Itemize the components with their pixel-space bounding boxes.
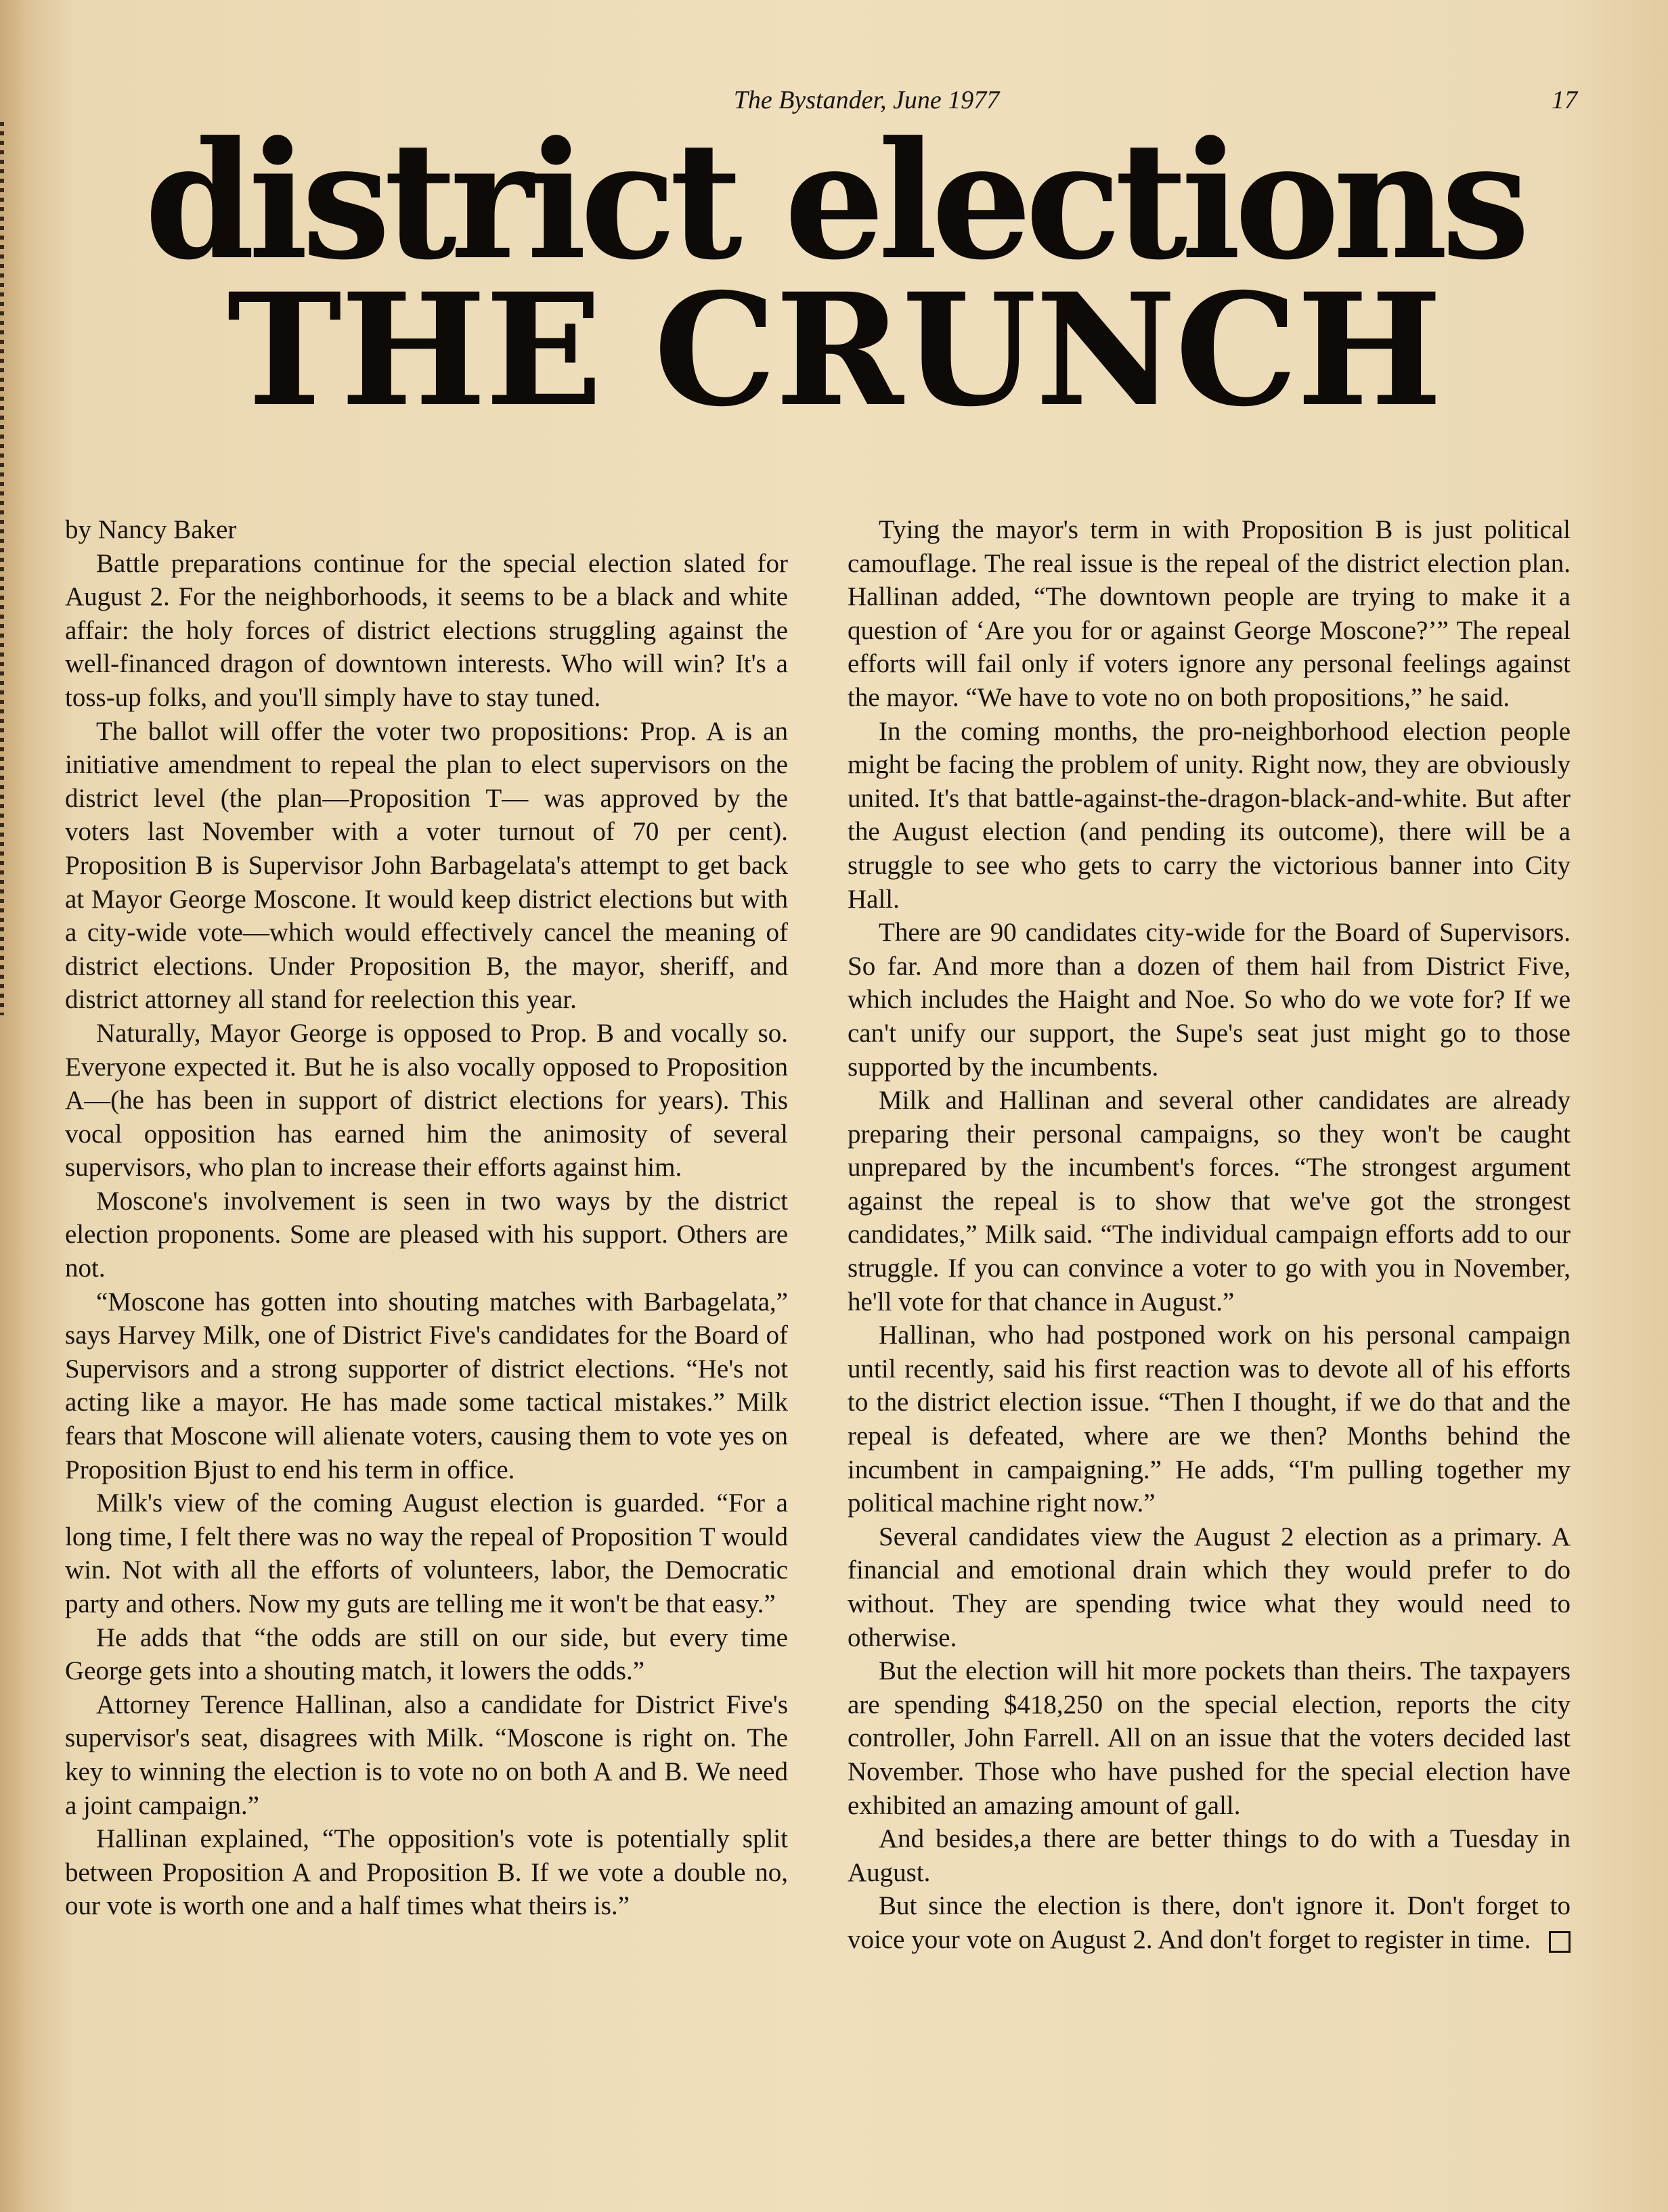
article-paragraph: Battle preparations continue for the special election slated for August 2. For the neighborhoods, it seems to be a black and white affair: the holy forces of district elections struggling against the well-financed dragon of downtown interests. Who will win? It's a toss-up folks, and you'll simply have to stay tuned.	[65, 548, 788, 712]
article-paragraph: Naturally, Mayor George is opposed to Prop. B and vocally so. Everyone expected it. But he is also vocally opposed to Proposition A—(he has been in support of district elections for years). This vocal opposition has earned him the animosity of several supervisors, who plan to increase their efforts against him.	[65, 1018, 788, 1182]
article-paragraph: But the election will hit more pockets than theirs. The taxpayers are spending $418,250 on the special election, reports the city controller, John Farrell. All on an issue that the voters decided last November. Those who have pushed for the special election have exhibited an amazing amount of gall.	[848, 1656, 1571, 1820]
article-paragraph: And besides,a there are better things to do with a Tuesday in August.	[848, 1824, 1571, 1887]
binding-edge	[0, 122, 4, 1015]
article-column-right	[848, 513, 1571, 1957]
end-of-article-box-icon	[1549, 1931, 1571, 1953]
article-paragraph: Hallinan explained, “The opposition's vote is potentially split between Proposition A and Proposition B. If we vote a double no, our vote is worth one and a half times what theirs is.”	[65, 1824, 788, 1921]
article-paragraph: “Moscone has gotten into shouting matches with Barbagelata,” says Harvey Milk, one of District Five's candidates for the Board of Supervisors and a strong supporter of district elections. “He's not acting like a mayor. He has made some tactical mistakes.” Milk fears that Moscone will alienate voters, causing them to vote yes on Proposition Bjust to end his term in office.	[65, 1287, 788, 1484]
article-paragraph: In the coming months, the pro-neighborhood election people might be facing the problem of unity. Right now, they are obviously united. It's that battle-against-the-dragon-black-and-white. But after the August election (and pending its outcome), there will be a struggle to see who gets to carry the victorious banner into City Hall.	[848, 716, 1571, 914]
article-paragraph: Several candidates view the August 2 election as a primary. A financial and emotional drain which they would prefer to do without. They are spending twice what they would need to otherwise.	[848, 1522, 1571, 1652]
final-paragraph-text: But since the election is there, don't ignore it. Don't forget to voice your vote on August 2. And don't forget to register in time.	[848, 1891, 1571, 1954]
article-paragraph: Moscone's involvement is seen in two ways by the district election proponents. Some are pleased with his support. Others are not.	[65, 1186, 788, 1283]
article-paragraph: Hallinan, who had postponed work on his personal campaign until recently, said his first reaction was to devote all of his efforts to the district election issue. “Then I thought, if we do that and the repeal is defeated, where are we then? Months behind the incumbent in campaigning.” He adds, “I'm pulling together my political machine right now.”	[848, 1321, 1571, 1518]
headline-line-1: district elections	[144, 107, 1524, 296]
page-number: 17	[1552, 86, 1577, 114]
article-paragraph: There are 90 candidates city-wide for the Board of Supervisors. So far. And more than a dozen of them hail from District Five, which includes the Haight and Noe. So who do we vote for? If we can't unify our support, the Supe's seat just might go to those supported by the incumbents.	[848, 918, 1571, 1082]
article-paragraph-final	[848, 1889, 1571, 1956]
publication-title: The Bystander, June 1977	[733, 86, 1000, 114]
article-paragraph: The ballot will offer the voter two propositions: Prop. A is an initiative amendment to repeal the plan to elect supervisors on the district level (the plan—Proposition T— was approved by the voters last November with a voter turnout of 70 per cent). Proposition B is Supervisor John Barbagelata's attempt to get back at Mayor George Moscone. It would keep district elections but with a city-wide vote—which would effectively cancel the meaning of district elections. Under Proposition B, the mayor, sheriff, and district attorney all stand for reelection this year.	[65, 716, 788, 1015]
article-paragraph: He adds that “the odds are still on our side, but every time George gets into a shouting match, it lowers the odds.”	[65, 1622, 788, 1686]
headline-line-2: THE CRUNCH	[227, 259, 1441, 441]
byline: by Nancy Baker	[65, 515, 237, 544]
article-paragraph: Milk's view of the coming August election is guarded. “For a long time, I felt there was no way the repeal of Proposition T would win. Not with all the efforts of volunteers, labor, the Democratic party and others. Now my guts are telling me it won't be that easy.”	[65, 1488, 788, 1618]
article-paragraph: Milk and Hallinan and several other candidates are already preparing their personal campaigns, so they won't be caught unprepared by the incumbent's forces. “The strongest argument against the repeal is to show that we've got the strongest candidates,” Milk said. “The individual campaign efforts add to our struggle. If you can convince a voter to go with you in November, he'll vote for that chance in August.”	[848, 1086, 1571, 1317]
article-paragraph: Attorney Terence Hallinan, also a candidate for District Five's supervisor's seat, disagrees with Milk. “Moscone is right on. The key to winning the election is to vote no on both A and B. We need a joint campaign.”	[65, 1689, 788, 1820]
article-paragraph: Tying the mayor's term in with Proposition B is just political camouflage. The real issue is the repeal of the district election plan. Hallinan added, “The downtown people are trying to make it a question of ‘Are you for or against George Moscone?’” The repeal efforts will fail only if voters ignore any personal feelings against the mayor. “We have to vote no on both propositions,” he said.	[848, 515, 1571, 712]
article-column-left	[65, 513, 788, 1923]
